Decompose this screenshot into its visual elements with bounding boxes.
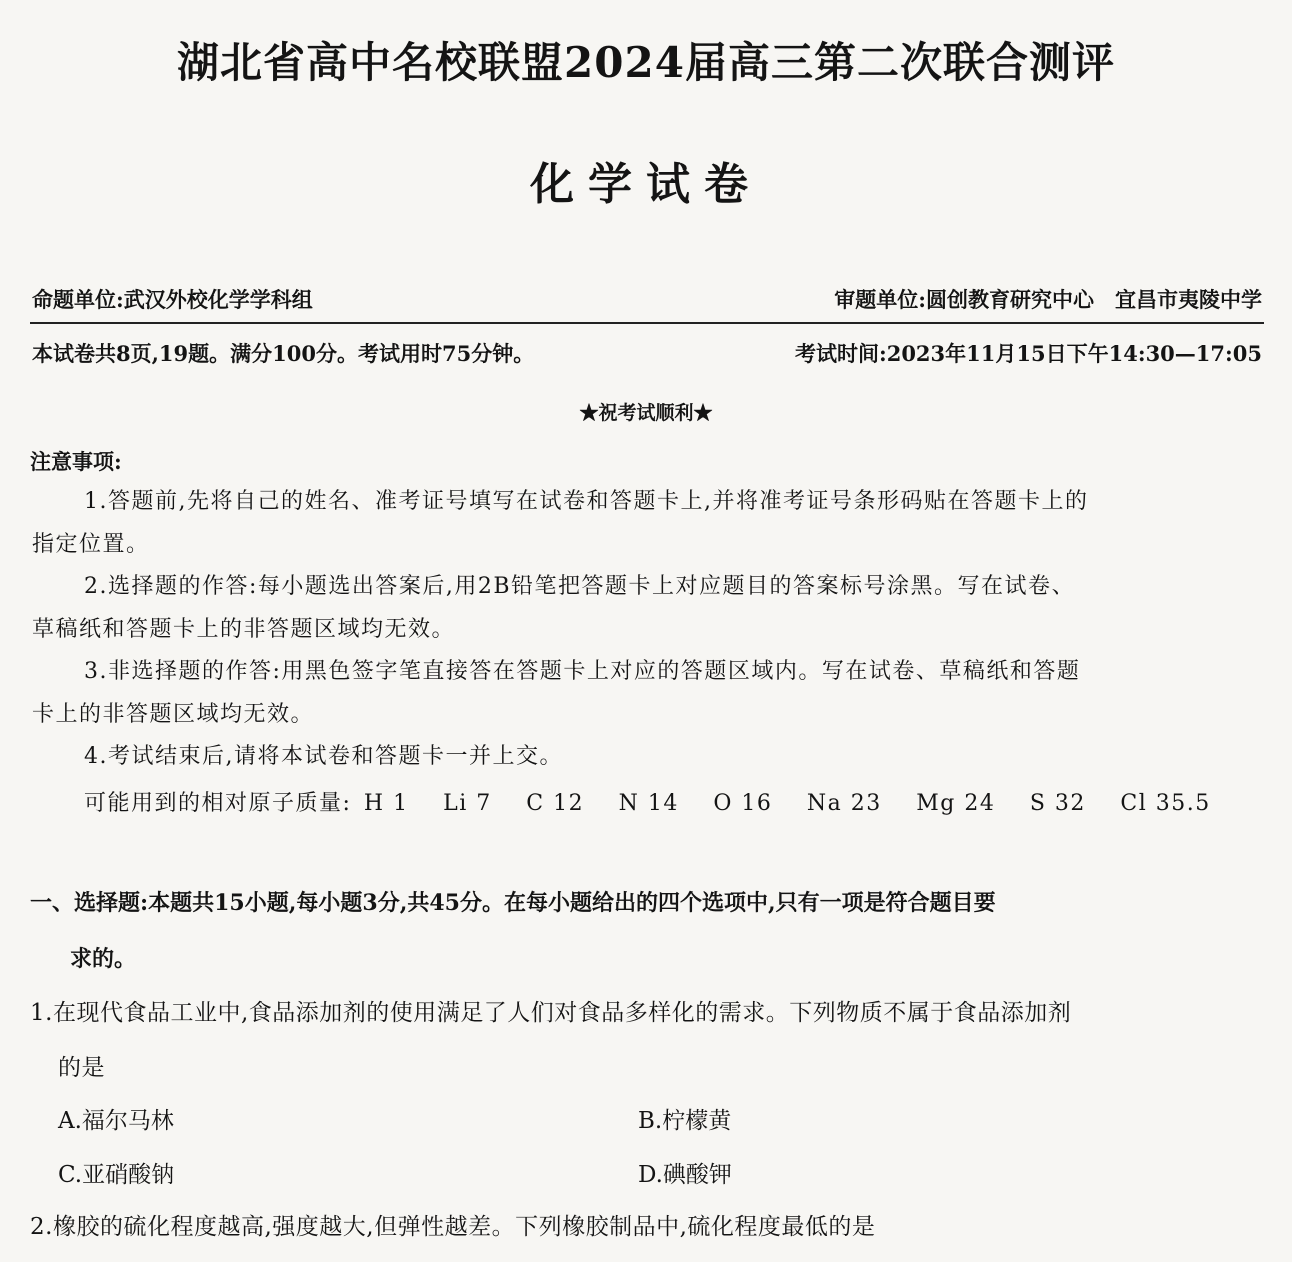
exam-time: 考试时间:2023年11月15日下午14:30—17:05: [794, 341, 1262, 366]
divider: [30, 322, 1264, 324]
atomic-mass-item: S 32: [1029, 791, 1086, 816]
section-heading-line-1: 一、选择题:本题共15小题,每小题3分,共45分。在每小题给出的四个选项中,只有一项是符合题目要: [30, 890, 996, 916]
atomic-mass-item: H 1: [363, 791, 409, 816]
notice-item-3-line-1: 3.非选择题的作答:用黑色签字笔直接答在答题卡上对应的答题区域内。写在试卷、草稿纸和答题: [84, 659, 1081, 684]
atomic-mass-item: Li 7: [443, 791, 492, 816]
atomic-mass-item: Na 23: [806, 791, 882, 816]
atomic-mass-item: N 14: [618, 791, 679, 816]
question-2-stem: 2.橡胶的硫化程度越高,强度越大,但弹性越差。下列橡胶制品中,硫化程度最低的是: [30, 1214, 876, 1240]
atomic-masses-label: 可能用到的相对原子质量:: [84, 791, 352, 816]
notice-item-1-line-1: 1.答题前,先将自己的姓名、准考证号填写在试卷和答题卡上,并将准考证号条形码贴在答题卡上的: [84, 489, 1089, 514]
reviewer: 审题单位:圆创教育研究中心 宜昌市夷陵中学: [834, 287, 1262, 312]
notice-item-2-line-2: 草稿纸和答题卡上的非答题区域均无效。: [32, 617, 456, 642]
exam-summary: 本试卷共8页,19题。满分100分。考试用时75分钟。: [32, 341, 535, 366]
question-1-option-a: A.福尔马林: [58, 1108, 174, 1134]
atomic-mass-item: O 16: [713, 791, 773, 816]
question-1-option-b: B.柠檬黄: [638, 1108, 732, 1134]
atomic-mass-item: Cl 35.5: [1120, 791, 1211, 816]
notice-heading: 注意事项:: [30, 449, 122, 474]
question-1-stem-line-1: 1.在现代食品工业中,食品添加剂的使用满足了人们对食品多样化的需求。下列物质不属于食品添加剂: [30, 1000, 1072, 1026]
atomic-mass-item: Mg 24: [916, 791, 996, 816]
question-1-option-c: C.亚硝酸钠: [58, 1162, 175, 1188]
atomic-masses: [84, 786, 1237, 817]
atomic-mass-item: C 12: [526, 791, 585, 816]
good-luck-banner: ★祝考试顺利★: [579, 402, 713, 424]
exam-title: 湖北省高中名校联盟2024届高三第二次联合测评: [177, 38, 1115, 87]
proposer: 命题单位:武汉外校化学学科组: [32, 287, 313, 312]
question-1-stem-line-2: 的是: [58, 1055, 105, 1081]
notice-item-3-line-2: 卡上的非答题区域均无效。: [32, 702, 315, 727]
notice-item-2-line-1: 2.选择题的作答:每小题选出答案后,用2B铅笔把答题卡上对应题目的答案标号涂黑。写在试卷、: [84, 574, 1076, 599]
notice-item-4: 4.考试结束后,请将本试卷和答题卡一并上交。: [84, 744, 563, 769]
exam-subject: 化学试卷: [530, 159, 762, 210]
section-heading-line-2: 求的。: [70, 946, 137, 972]
notice-item-1-line-2: 指定位置。: [32, 532, 150, 557]
question-1-option-d: D.碘酸钾: [638, 1162, 732, 1188]
